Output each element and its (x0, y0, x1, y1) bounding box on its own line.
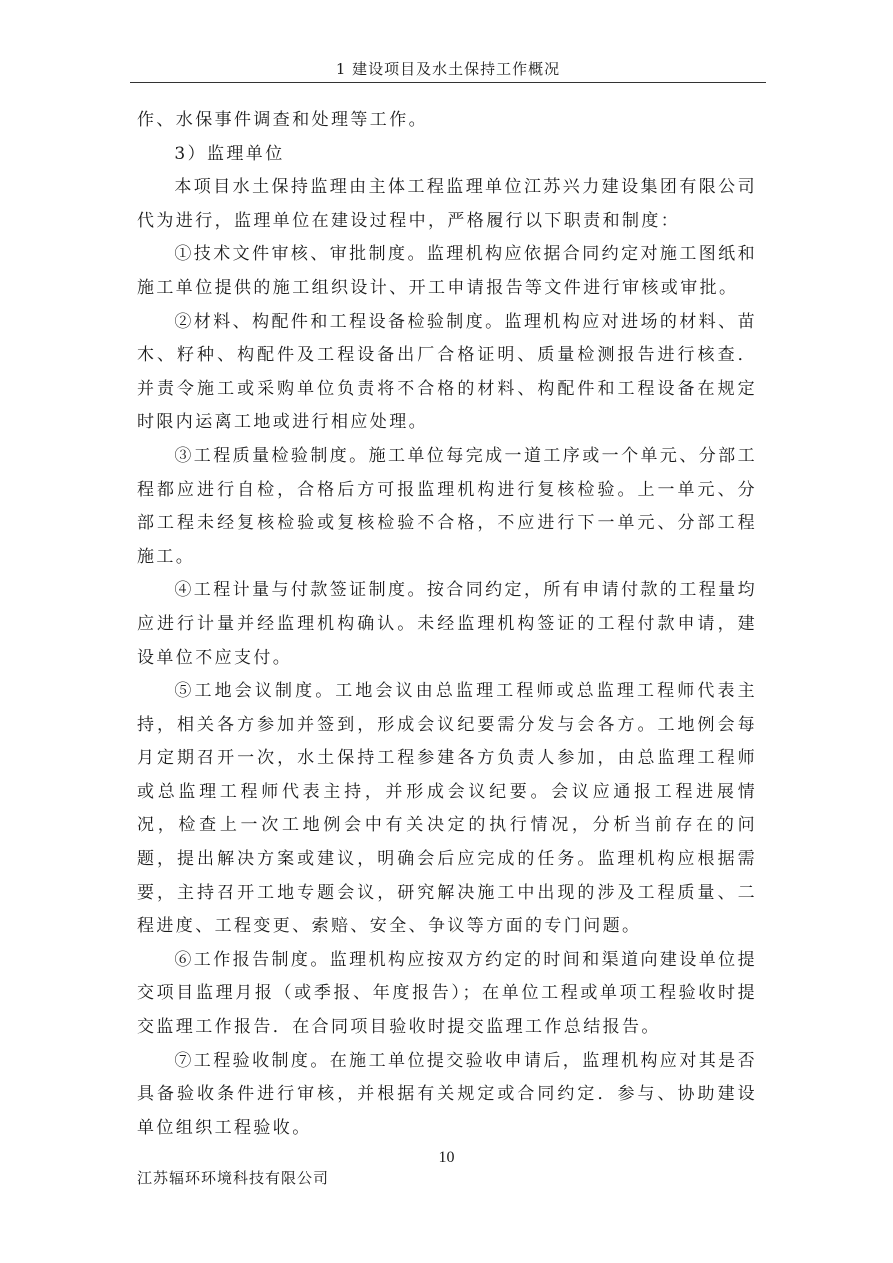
paragraph: ①技术文件审核、审批制度。监理机构应依据合同约定对施工图纸和施工单位提供的施工组织设计、开工申请报告等文件进行审核或审批。 (137, 244, 757, 298)
paragraph: 作、水保事件调查和处理等工作。 (137, 110, 428, 130)
paragraph: ⑦工程验收制度。在施工单位提交验收申请后，监理机构应对其是否具备验收条件进行审核，并根据有关规定或合同约定．参与、协助建设单位组织工程验收。 (137, 1050, 757, 1138)
header-divider (130, 82, 766, 83)
paragraph: ②材料、构配件和工程设备检验制度。监理机构应对进场的材料、苗木、籽种、构配件及工程设备出厂合格证明、质量检测报告进行核查．并责令施工或采购单位负责将不合格的材料、构配件和工程设备在规定时限内运离工地或进行相应处理。 (137, 311, 757, 433)
running-header: 1 建设项目及水土保持工作概况 (335, 60, 561, 78)
paragraph: ⑥工作报告制度。监理机构应按双方约定的时间和渠道向建设单位提交项目监理月报（或季报、年度报告）；在单位工程或单项工程验收时提交监理工作报告．在合同项目验收时提交监理工作总结报告。 (137, 949, 757, 1038)
paragraph: ⑤工地会议制度。工地会议由总监理工程师或总监理工程师代表主持，相关各方参加并签到，形成会议纪要需分发与会各方。工地例会每月定期召开一次，水土保持工程参建各方负责人参加，由总监理工程师或总监理工程师代表主持，并形成会议纪要。会议应通报工程进展情况，检查上一次工地例会中有关决定的执行情况，分析当前存在的问题，提出解决方案或建议，明确会后应完成的任务。监理机构应根据需要，主持召开工地专题会议，研究解决施工中出现的涉及工程质量、二程进度、工程变更、索赔、安全、争议等方面的专门问题。 (137, 681, 757, 937)
paragraph: ④工程计量与付款签证制度。按合同约定，所有申请付款的工程量均应进行计量并经监理机构确认。未经监理机构签证的工程付款申请，建设单位不应支付。 (137, 580, 757, 668)
page-number: 10 (438, 1149, 455, 1166)
footer-company: 江苏辐环环境科技有限公司 (137, 1169, 330, 1187)
body-text (137, 104, 757, 1145)
paragraph: ③工程质量检验制度。施工单位每完成一道工序或一个单元、分部工程都应进行自检，合格后方可报监理机构进行复核检验。上一单元、分部工程未经复核检验或复核检验不合格，不应进行下一单元、分部工程施工。 (137, 445, 757, 567)
paragraph: 本项目水土保持监理由主体工程监理单位江苏兴力建设集团有限公司代为进行，监理单位在建设过程中，严格履行以下职责和制度： (137, 177, 757, 231)
section-heading: 3）监理单位 (174, 143, 285, 164)
